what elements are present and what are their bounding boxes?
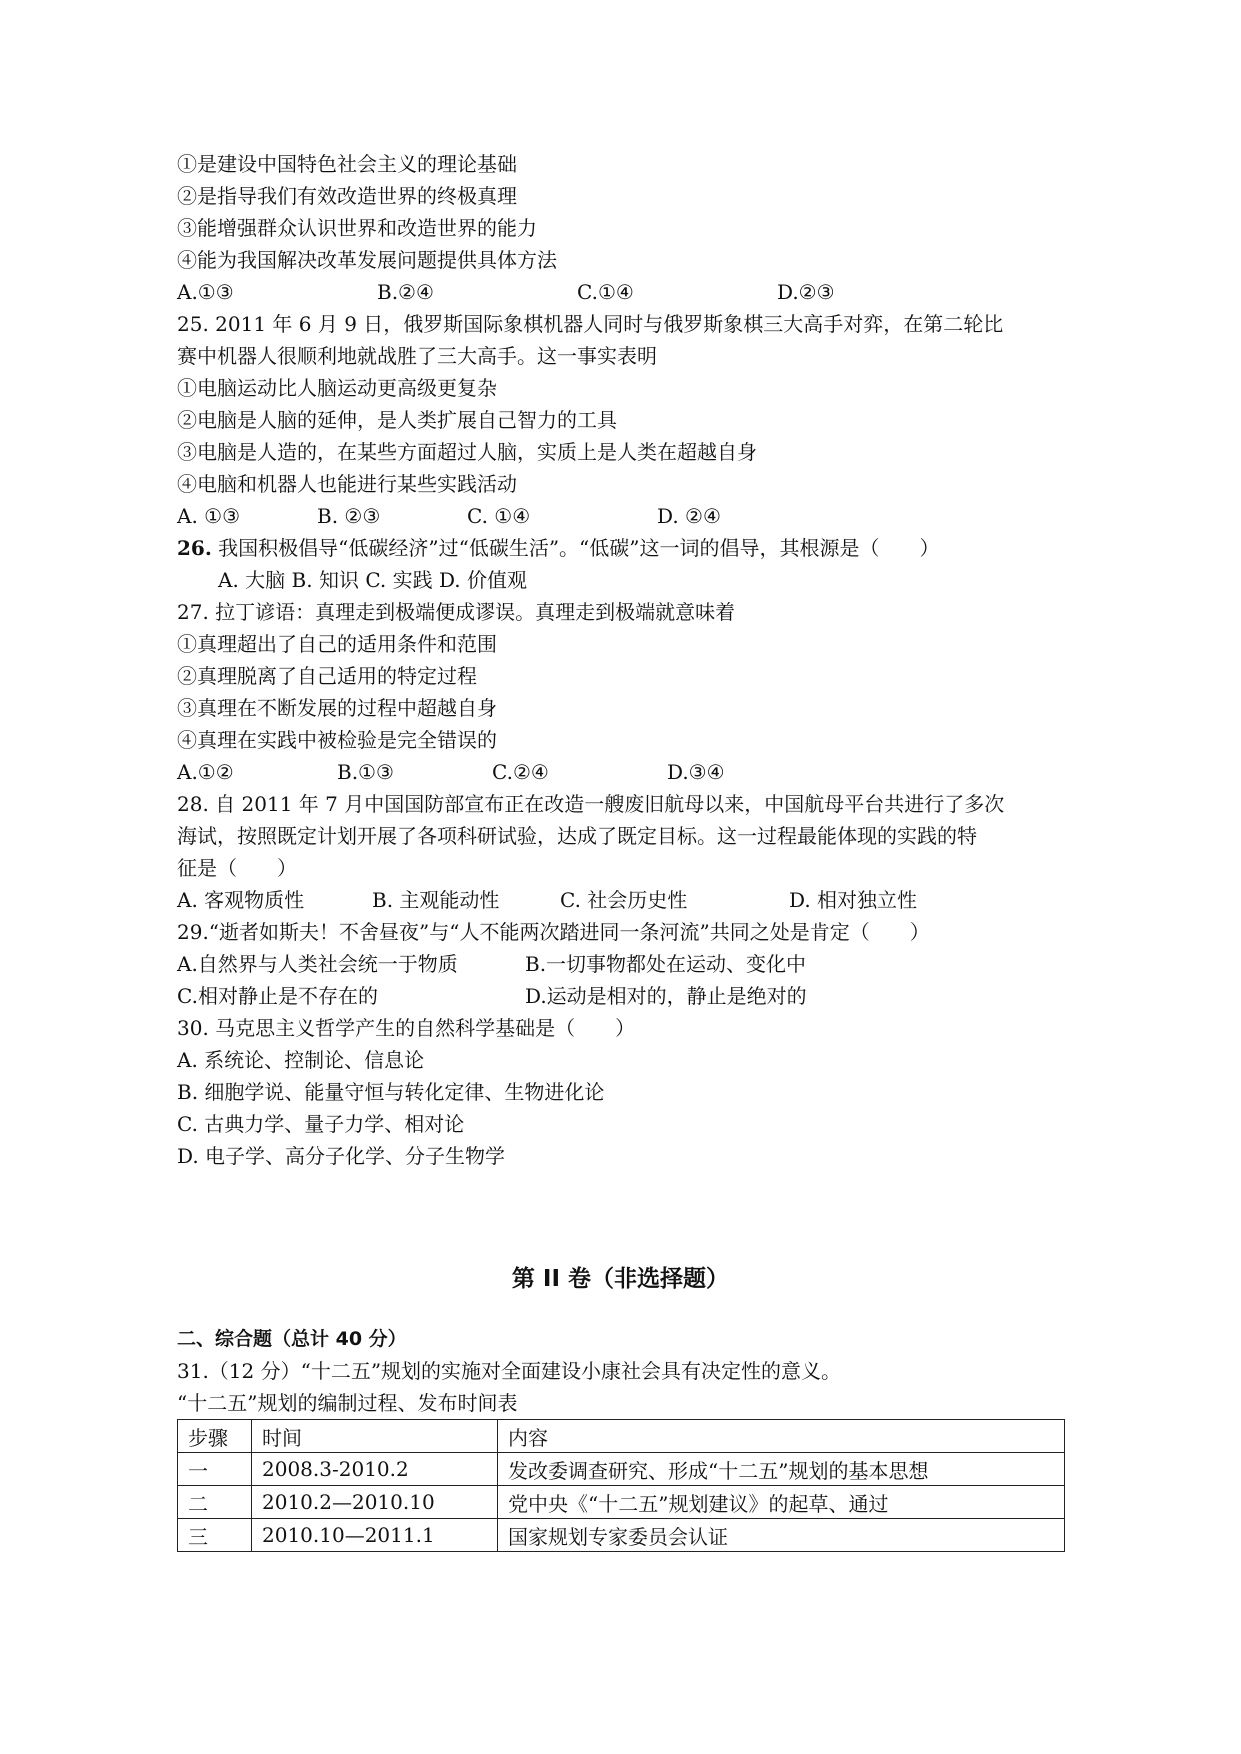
q28-stem-line-1: 28. 自 2011 年 7 月中国国防部宣布正在改造一艘废旧航母以来，中国航母平台共进行了多次 bbox=[177, 792, 1005, 816]
q27-option-b: B.①③ bbox=[337, 760, 394, 784]
q30-stem: 30. 马克思主义哲学产生的自然科学基础是（ ） bbox=[177, 1016, 636, 1040]
q25-item-1: ①电脑运动比人脑运动更高级更复杂 bbox=[177, 376, 497, 400]
q28-option-b: B. 主观能动性 bbox=[372, 888, 500, 912]
q27-option-d: D.③④ bbox=[667, 760, 725, 784]
table-row bbox=[178, 1519, 1065, 1552]
q24-option-b: B.②④ bbox=[377, 280, 434, 304]
q29-option-c: C.相对静止是不存在的 bbox=[177, 984, 378, 1008]
q27-option-a: A.①② bbox=[177, 760, 234, 784]
q27-stem: 27. 拉丁谚语：真理走到极端便成谬误。真理走到极端就意味着 bbox=[177, 600, 736, 624]
table-cell: 三 bbox=[178, 1519, 252, 1552]
table-row bbox=[178, 1486, 1065, 1519]
table-header-cell: 时间 bbox=[252, 1420, 498, 1453]
q24-option-c: C.①④ bbox=[577, 280, 634, 304]
q26-options bbox=[218, 564, 527, 596]
q25-option-a: A. ①③ bbox=[177, 504, 241, 528]
q25-stem-line-1: 25. 2011 年 6 月 9 日，俄罗斯国际象棋机器人同时与俄罗斯象棋三大高手对弈，在第二轮比 bbox=[177, 312, 1004, 336]
q29-option-b: B.一切事物都处在运动、变化中 bbox=[525, 952, 807, 976]
q28-stem-line-3: 征是（ ） bbox=[177, 856, 297, 880]
q29-stem: 29.“逝者如斯夫！不舍昼夜”与“人不能两次踏进同一条河流”共同之处是肯定（ ） bbox=[177, 920, 930, 944]
table-cell: 一 bbox=[178, 1453, 252, 1486]
table-cell: 国家规划专家委员会认证 bbox=[498, 1519, 1065, 1552]
q27-option-c: C.②④ bbox=[492, 760, 549, 784]
q25-option-b: B. ②③ bbox=[317, 504, 381, 528]
table-cell: 2010.2—2010.10 bbox=[252, 1486, 498, 1519]
q29-option-d: D.运动是相对的，静止是绝对的 bbox=[525, 984, 807, 1008]
q26-option-c: C. 实践 bbox=[365, 568, 433, 592]
q30-option-c: C. 古典力学、量子力学、相对论 bbox=[177, 1112, 465, 1136]
q28-option-a: A. 客观物质性 bbox=[177, 888, 305, 912]
q27-item-3: ③真理在不断发展的过程中超越自身 bbox=[177, 696, 497, 720]
part2-title: 第 II 卷（非选择题） bbox=[511, 1266, 730, 1292]
q29-option-a: A.自然界与人类社会统一于物质 bbox=[177, 952, 458, 976]
table-cell: 发改委调查研究、形成“十二五”规划的基本思想 bbox=[498, 1453, 1065, 1486]
q25-item-2: ②电脑是人脑的延伸，是人类扩展自己智力的工具 bbox=[177, 408, 617, 432]
q25-item-4: ④电脑和机器人也能进行某些实践活动 bbox=[177, 472, 517, 496]
table-header-cell: 内容 bbox=[498, 1420, 1065, 1453]
q27-item-1: ①真理超出了自己的适用条件和范围 bbox=[177, 632, 497, 656]
q25-option-c: C. ①④ bbox=[467, 504, 531, 528]
table-header-row bbox=[178, 1420, 1065, 1453]
table-cell: 2010.10—2011.1 bbox=[252, 1519, 498, 1552]
table-row bbox=[178, 1453, 1065, 1486]
q26-option-a: A. 大脑 bbox=[218, 568, 286, 592]
q24-item-4: ④能为我国解决改革发展问题提供具体方法 bbox=[177, 248, 557, 272]
section2-heading: 二、综合题（总计 40 分） bbox=[177, 1328, 407, 1350]
table-header-cell: 步骤 bbox=[178, 1420, 252, 1453]
q28-option-c: C. 社会历史性 bbox=[560, 888, 688, 912]
table-cell: 2008.3-2010.2 bbox=[252, 1453, 498, 1486]
table-cell: 党中央《“十二五”规划建议》的起草、通过 bbox=[498, 1486, 1065, 1519]
q30-option-b: B. 细胞学说、能量守恒与转化定律、生物进化论 bbox=[177, 1080, 605, 1104]
q26-stem-text: 我国积极倡导“低碳经济”过“低碳生活”。“低碳”这一词的倡导，其根源是（ ） bbox=[218, 536, 940, 560]
q26-stem bbox=[177, 532, 940, 564]
q25-stem-line-2: 赛中机器人很顺利地就战胜了三大高手。这一事实表明 bbox=[177, 344, 657, 368]
q26-option-b: B. 知识 bbox=[291, 568, 359, 592]
table-cell: 二 bbox=[178, 1486, 252, 1519]
q24-item-3: ③能增强群众认识世界和改造世界的能力 bbox=[177, 216, 537, 240]
q31-table-caption: “十二五”规划的编制过程、发布时间表 bbox=[177, 1391, 518, 1415]
q30-option-a: A. 系统论、控制论、信息论 bbox=[177, 1048, 425, 1072]
q25-option-d: D. ②④ bbox=[657, 504, 721, 528]
q24-item-1: ①是建设中国特色社会主义的理论基础 bbox=[177, 152, 517, 176]
q26-option-d: D. 价值观 bbox=[438, 568, 528, 592]
q24-option-a: A.①③ bbox=[177, 280, 234, 304]
q24-item-2: ②是指导我们有效改造世界的终极真理 bbox=[177, 184, 517, 208]
q27-item-2: ②真理脱离了自己适用的特定过程 bbox=[177, 664, 477, 688]
q27-item-4: ④真理在实践中被检验是完全错误的 bbox=[177, 728, 497, 752]
q25-item-3: ③电脑是人造的，在某些方面超过人脑，实质上是人类在超越自身 bbox=[177, 440, 757, 464]
q26-number: 26. bbox=[177, 536, 212, 560]
q24-option-d: D.②③ bbox=[777, 280, 835, 304]
q28-stem-line-2: 海试，按照既定计划开展了各项科研试验，达成了既定目标。这一过程最能体现的实践的特 bbox=[177, 824, 977, 848]
q31-stem: 31.（12 分）“十二五”规划的实施对全面建设小康社会具有决定性的意义。 bbox=[177, 1359, 842, 1383]
q28-option-d: D. 相对独立性 bbox=[789, 888, 918, 912]
q31-table bbox=[177, 1419, 1065, 1552]
q30-option-d: D. 电子学、高分子化学、分子生物学 bbox=[177, 1144, 506, 1168]
